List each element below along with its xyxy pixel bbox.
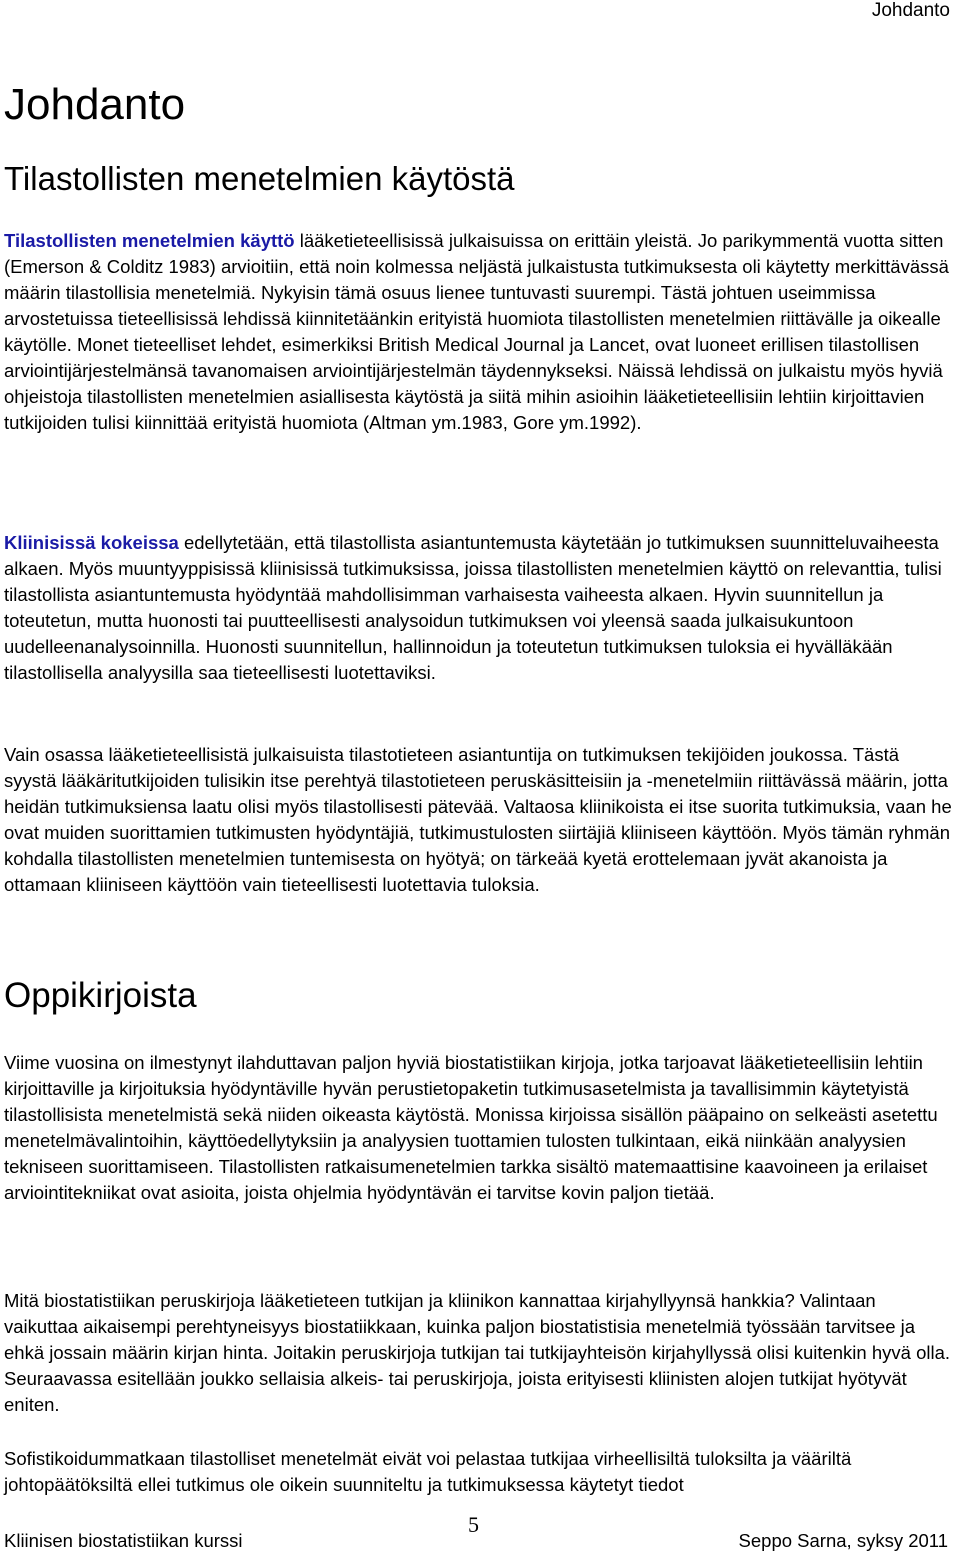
paragraph-text: edellytetään, että tilastollista asiantuntemusta käytetään jo tutkimuksen suunnitteluvaiheesta alkaen. Myös muuntyyppisissä kliinisissä tutkimuksissa, joissa tilastollisten menetelmien käyttö on relevanttia, tulisi tilastollista asiantuntemusta hyödyntää mahdollisimman varhaisesta vaiheesta alkaen. Hyvin suunnitellun ja toteutetun, mutta huonosti tai puutteellisesti analysoidun tutkimuksen voi yleensä saada julkaisukuntoon uudelleenanalysoinnilla. Huonosti suunnitellun, hallinnoidun ja toteutetun tutkimuksen tuloksia ei hyvälläkään tilastollisella analyysilla saa tieteellisesti luotettaviksi. — [4, 532, 942, 683]
section-heading-textbooks: Oppikirjoista — [4, 976, 197, 1015]
paragraph-statistical-methods-usage — [4, 228, 954, 436]
page-title: Johdanto — [4, 80, 186, 129]
keyword-statistical-methods-use: Tilastollisten menetelmien käyttö — [4, 230, 295, 251]
paragraph-textbook-selection: Mitä biostatistiikan peruskirjoja lääketieteen tutkijan ja kliinikon kannattaa kirjahyllyynsä hankkia? Valintaan vaikuttaa aikaisempi perehtyneisyys biostatiikkaan, kuinka paljon biostatistisia menetelmiä työssään tarvitsee ja ehkä jossain määrin kirjan hinta. Joitakin peruskirjoja tutkijan tai tutkijayhteisön kirjahyllyssä olisi kuitenkin hyvä olla. Seuraavassa esitellään joukko sellaisia alkeis- tai peruskirjoja, joista erityisesti kliinisten alojen tutkijat hyötyvät eniten. — [4, 1290, 951, 1415]
page-number: 5 — [468, 1512, 479, 1537]
keyword-clinical-trials: Kliinisissä kokeissa — [4, 532, 179, 553]
paragraph-statistical-expertise: Vain osassa lääketieteellisistä julkaisuista tilastotieteen asiantuntija on tutkimuksen tekijöiden joukossa. Tästä syystä lääkäritutkijoiden tulisikin itse perehtyä tilastotieteen peruskäsitteisiin ja -menetelmiin riittävässä määrin, jotta heidän tutkimuksiensa laatu olisi myös tilastollisesti pätevää. Valtaosa kliinikoista ei itse suorita tutkimuksia, vaan he ovat muiden suorittamien tutkimusten hyödyntäjiä, tutkimustulosten siirtäjiä kliiniseen käyttöön. Myös tämän ryhmän kohdalla tilastollisten menetelmien tuntemisesta on hyötyä; on tärkeää kyetä erottelemaan jyvät akanoista ja ottamaan kliiniseen käyttöön vain tieteellisesti luotettavia tuloksia. — [4, 744, 952, 895]
footer-author-date: Seppo Sarna, syksy 2011 — [738, 1530, 948, 1551]
section-heading-statistical-methods: Tilastollisten menetelmien käytöstä — [4, 160, 515, 197]
running-header: Johdanto — [871, 0, 950, 21]
paragraph-textbooks-overview: Viime vuosina on ilmestynyt ilahduttavan paljon hyviä biostatistiikan kirjoja, jotka tarjoavat lääketieteellisiin lehtiin kirjoittaville ja kirjoituksia hyödyntäville hyvän perustietopaketin tutkimusasetelmista ja tavallisimmin käytetyistä tilastollisista menetelmistä sekä niiden oikeasta käytöstä. Monissa kirjoissa sisällön pääpaino on selkeästi asetettu menetelmävalintoihin, käyttöedellytyksiin ja analyysien tuottamien tulosten tulkintaan, eikä niinkään analyysien tekniseen suorittamiseen. Tilastollisten ratkaisumenetelmien tarkka sisältö matemaattisine kaavoineen ja erilaiset arviointitekniikat ovat asioita, joista ohjelmia hyödyntävän ei tarvitse kovin paljon tietää. — [4, 1052, 938, 1203]
paragraph-text: lääketieteellisissä julkaisuissa on erittäin yleistä. Jo parikymmentä vuotta sitten (Emerson & Colditz 1983) arvioitiin, että noin kolmessa neljästä julkaistusta tutkimuksesta oli käytetty merkittävässä määrin tilastollisia menetelmiä. Nykyisin tämä osuus lienee tuntuvasti suurempi. Tästä johtuen useimmissa arvostetuissa tieteellisissä lehdissä kiinnitetäänkin erityistä huomiota tilastollisten menetelmien riittävälle ja oikealle käytölle. Monet tieteelliset lehdet, esimerkiksi British Medical Journal ja Lancet, ovat luoneet erillisen tilastollisen arviointijärjestelmänsä tavanomaisen arviointijärjestelmän täydennykseksi. Näissä lehdissä on julkaistu myös hyviä ohjeistoja tilastollisten menetelmien asiallisesta käytöstä ja siitä mihin asioihin lääketieteellisiin lehtiin kirjoittavien tutkijoiden tulisi kiinnittää erityistä huomiota (Altman ym.1983, Gore ym.1992). — [4, 230, 949, 433]
paragraph-clinical-trials — [4, 530, 954, 686]
footer-course: Kliinisen biostatistiikan kurssi — [4, 1530, 243, 1551]
paragraph-sophisticated-methods: Sofistikoidummatkaan tilastolliset menetelmät eivät voi pelastaa tutkijaa virheellisiltä tuloksilta ja vääriltä johtopäätöksiltä ellei tutkimus ole oikein suunniteltu ja tutkimuksessa käytetyt tiedot — [4, 1448, 852, 1495]
